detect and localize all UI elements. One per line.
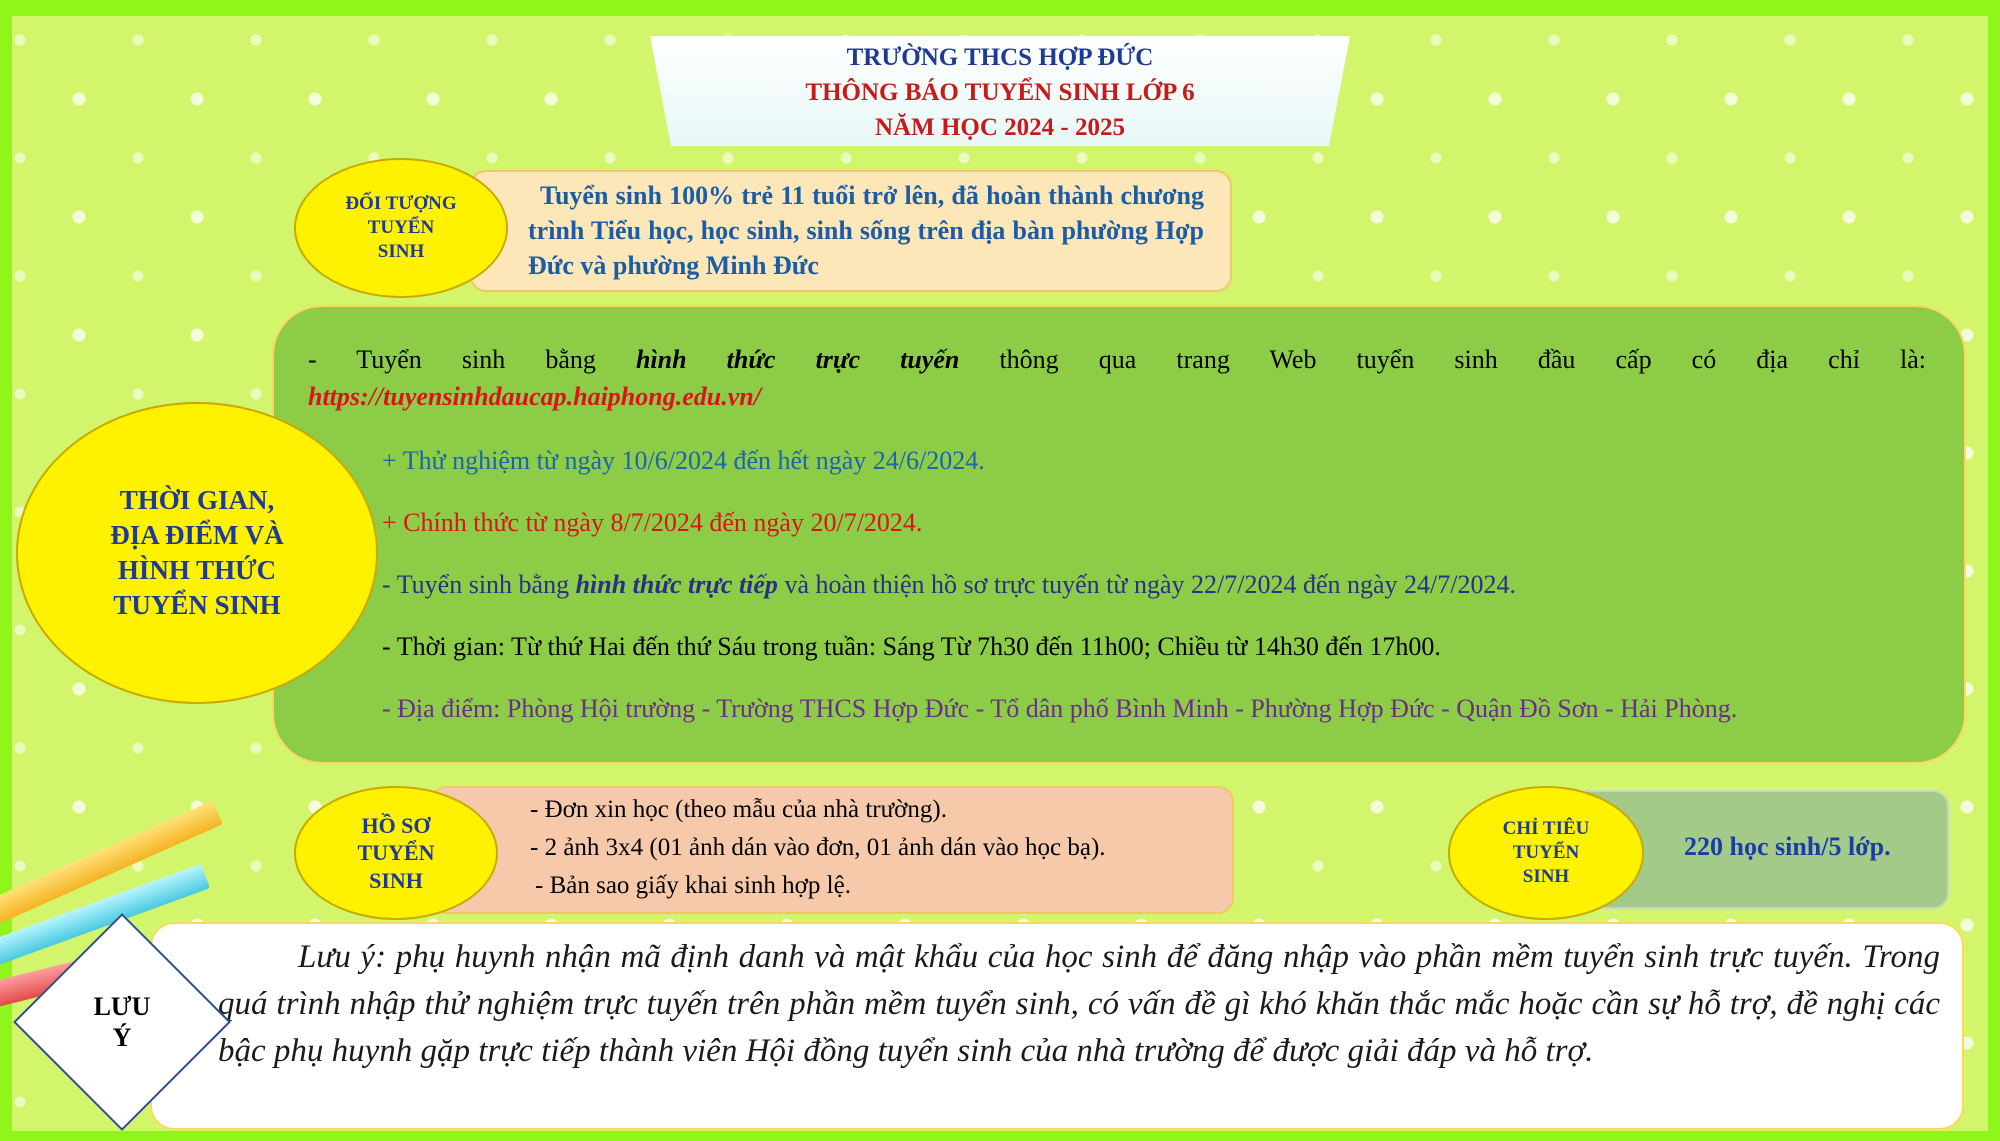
target-text: Tuyển sinh 100% trẻ 11 tuổi trở lên, đã hoàn thành chương trình Tiểu học, học sinh, sinh sống trên địa bàn phường Hợp Đức và phường Minh Đức bbox=[528, 181, 1204, 280]
direct-prefix: - Tuyển sinh bằng bbox=[382, 570, 576, 599]
note-label: LƯU Ý bbox=[93, 991, 151, 1052]
online-intro bbox=[308, 345, 1926, 375]
official-dates: + Chính thức từ ngày 8/7/2024 đến ngày 20/7/2024. bbox=[382, 508, 923, 537]
quota-value: 220 học sinh/5 lớp. bbox=[1684, 832, 1891, 861]
location: - Địa điểm: Phòng Hội trường - Trường THCS Hợp Đức - Tổ dân phố Bình Minh - Phường Hợp Đức - Quận Đồ Sơn - Hải Phòng. bbox=[382, 694, 1738, 723]
documents-label: HỒ SƠ TUYỂN SINH bbox=[294, 786, 498, 920]
frame-border-left bbox=[0, 0, 12, 1141]
note-text: Lưu ý: phụ huynh nhận mã định danh và mật khẩu của học sinh để đăng nhập vào phần mềm tuyển sinh trực tuyến. Trong quá trình nhập thử nghiệm trực tuyến trên phần mềm tuyển sinh, có vấn đề gì khó khăn thắc mắc hoặc cần sự hỗ trợ, đề nghị các bậc phụ huynh gặp trực tiếp thành viên Hội đồng tuyển sinh của nhà trường để được giải đáp và hỗ trợ. bbox=[218, 939, 1940, 1069]
frame-border-bottom bbox=[0, 1131, 2000, 1141]
trial-dates: + Thử nghiệm từ ngày 10/6/2024 đến hết ngày 24/6/2024. bbox=[382, 446, 985, 475]
documents-item: - Bản sao giấy khai sinh hợp lệ. bbox=[535, 872, 851, 899]
direct-method bbox=[382, 570, 1516, 600]
target-label: ĐỐI TƯỢNG TUYỂN SINH bbox=[294, 158, 508, 298]
online-intro-prefix: - Tuyển sinh bằng bbox=[308, 345, 636, 374]
school-year: NĂM HỌC 2024 - 2025 bbox=[875, 114, 1125, 141]
working-hours: - Thời gian: Từ thứ Hai đến thứ Sáu trong tuần: Sáng Từ 7h30 đến 11h00; Chiều từ 14h30 đến 17h00. bbox=[382, 632, 1441, 661]
direct-suffix: và hoàn thiện hồ sơ trực tuyến từ ngày 22/7/2024 đến ngày 24/7/2024. bbox=[777, 570, 1516, 599]
school-name: TRƯỜNG THCS HỢP ĐỨC bbox=[846, 44, 1154, 71]
quota-label: CHỈ TIÊU TUYỂN SINH bbox=[1448, 786, 1644, 920]
documents-item: - 2 ảnh 3x4 (01 ảnh dán vào đơn, 01 ảnh dán vào học bạ). bbox=[530, 834, 1106, 861]
online-method-emphasis: hình thức trực tuyến bbox=[635, 345, 960, 374]
documents-item: - Đơn xin học (theo mẫu của nhà trường). bbox=[530, 796, 947, 823]
notice-title: THÔNG BÁO TUYỂN SINH LỚP 6 bbox=[805, 79, 1195, 106]
frame-border-top bbox=[0, 0, 2000, 16]
direct-method-emphasis: hình thức trực tiếp bbox=[575, 570, 778, 599]
enrollment-url-link[interactable]: https://tuyensinhdaucap.haiphong.edu.vn/ bbox=[308, 382, 761, 411]
frame-border-right bbox=[1988, 0, 2000, 1141]
online-intro-suffix: thông qua trang Web tuyển sinh đầu cấp có địa chỉ là: bbox=[959, 345, 1927, 374]
schedule-label: THỜI GIAN, ĐỊA ĐIỂM VÀ HÌNH THỨC TUYỂN SINH bbox=[16, 402, 378, 704]
